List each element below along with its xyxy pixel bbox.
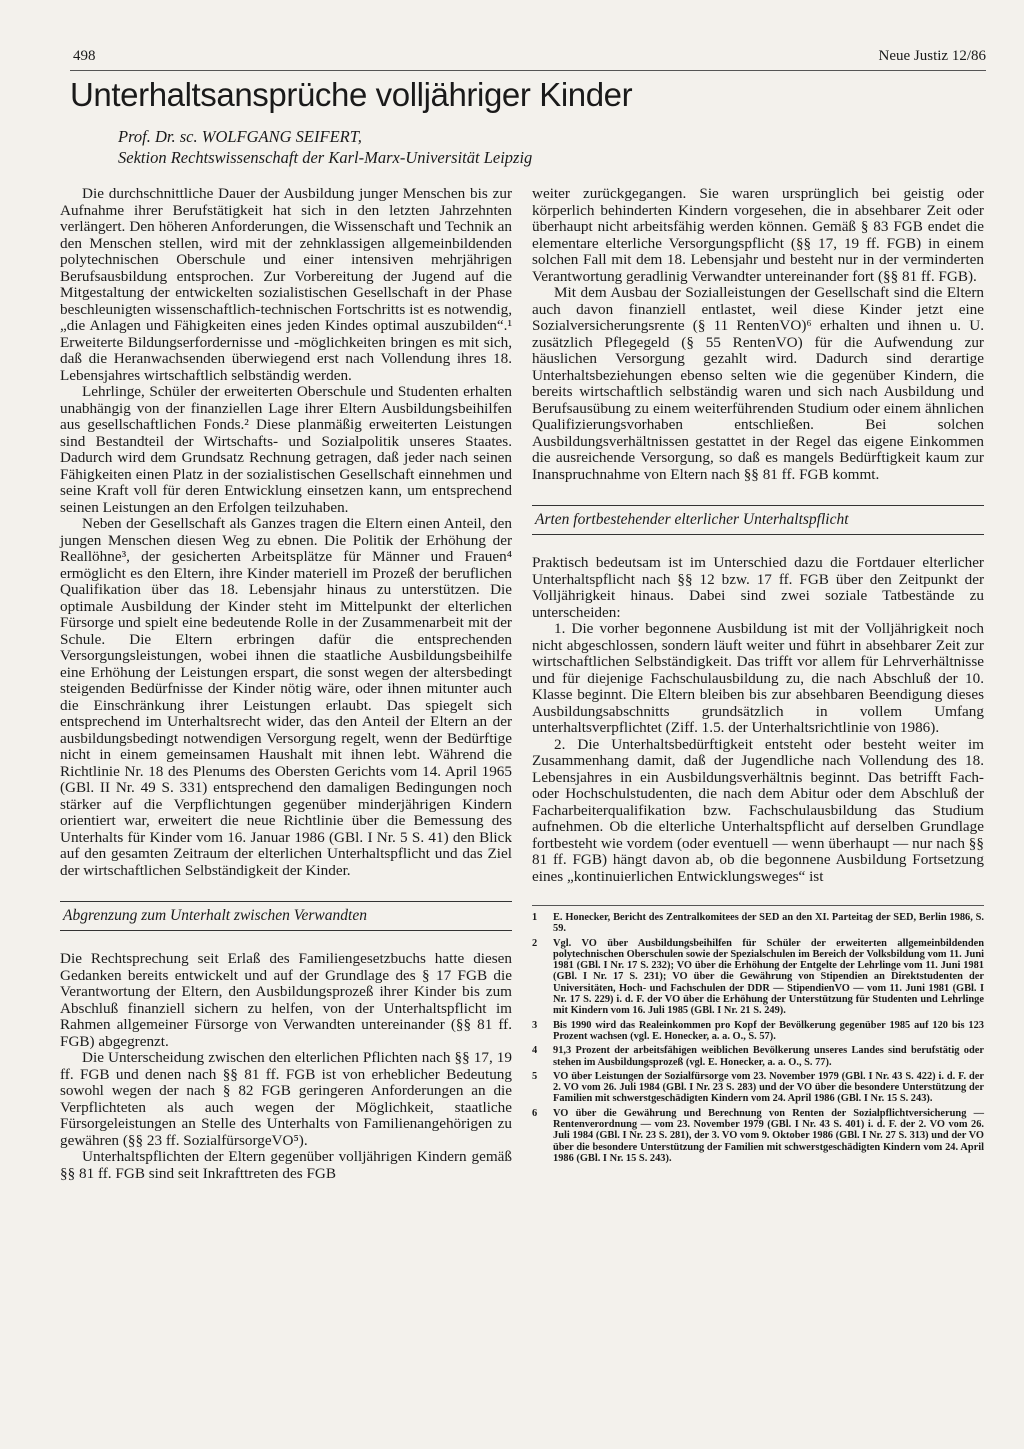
footnote-number: 3	[532, 1019, 538, 1031]
journal-issue: Neue Justiz 12/86	[878, 48, 986, 64]
footnote	[532, 1071, 984, 1105]
paragraph: Neben der Gesellschaft als Ganzes tragen die Eltern einen Anteil, den jungen Menschen diesen Weg zu ebnen. Die Politik der Erhöhung der Reallöhne³, der gesicherten Arbeitsplätze für Männer und Frauen⁴ ermöglicht es den Eltern, ihre Kinder materiell im Prozeß der beruflichen Qualifikation über das 18. Lebensjahr hinaus zu unterstützen. Die optimale Ausbildung der Kinder steht im Mittelpunkt der elterlichen Fürsorge und spielt eine bedeutende Rolle in der Zusammenarbeit mit der Schule. Die Eltern erbringen dafür die entsprechenden Versorgungsleistungen, wobei ihnen die staatliche Ausbildungsbeihilfe eine Erhöhung der Leistungen erspart, die sonst wegen der altersbedingt steigenden Bedürfnisse der Kinder nötig wäre, oder ihnen mitunter auch die Einschränkung ihrer Leistungen erlaubt. Das spiegelt sich entsprechend im Unterhaltsrecht wider, das den Anteil der Eltern an der ausbildungsbedingt notwendigen Versorgung regelt, wenn der Bedürftige nicht in einem gemeinsamen Haushalt mit ihnen lebt. Während die Richtlinie Nr. 18 des Plenums des Obersten Gerichts vom 14. April 1965 (GBl. II Nr. 49 S. 331) entsprechend den damaligen Bedingungen noch stärker auf die Verpflichtungen gegenüber minderjährigen Kindern orientiert war, erweitert die neue Richtlinie über die Bemessung des Unterhalts für Kinder vom 16. Januar 1986 (GBl. I Nr. 5 S. 41) den Blick auf den gesamten Zeitraum der elterlichen Unterhaltspflicht und das Ziel der wirtschaftlichen Selbständigkeit der Kinder.	[60, 515, 512, 879]
paragraph: Die Rechtsprechung seit Erlaß des Familiengesetzbuchs hatte diesen Gedanken bereits entwickelt und auf der Grundlage des § 17 FGB die Verantwortung der Eltern, den Ausbildungsprozeß ihrer Kinder bis zum Abschluß finanziell sichern zu helfen, von der Unterhaltspflicht im Rahmen allgemeiner Fürsorge von Verwandten untereinander (§§ 81 ff. FGB) abgegrenzt.	[60, 950, 512, 1050]
left-column	[60, 186, 512, 1182]
footnote-text: Bis 1990 wird das Realeinkommen pro Kopf der Bevölkerung gegenüber 1985 auf 120 bis 123 Prozent wachsen (vgl. E. Honecker, a. a. O., S. 57).	[553, 1019, 984, 1042]
paragraph: Mit dem Ausbau der Sozialleistungen der Gesellschaft sind die Eltern auch davon finanziell entlastet, weil diese Kinder jetzt eine Sozialversicherungsrente (§ 11 RentenVO)⁶ erhalten und ihnen u. U. zusätzlich Pflegegeld (§ 55 RentenVO) für die Aufwendung zur häuslichen Versorgung gezahlt wird. Dadurch sind derartige Unterhaltsbeziehungen ebenso selten wie die gegenüber Kindern, die bereits wirtschaftlich selbständig waren und sich nach Ausbildung und Berufsausübung zu einem weiterführenden Studium oder einem ähnlichen Qualifizierungsvorhaben entschließen. Bei solchen Ausbildungsverhältnissen gestattet in der Regel das eigene Einkommen die ausreichende Versorgung, so daß es mangels Bedürftigkeit kaum zur Inanspruchnahme von Eltern nach §§ 81 ff. FGB kommt.	[532, 284, 984, 483]
footnote-text: Vgl. VO über Ausbildungsbeihilfen für Schüler der erweiterten allgemeinbildenden polytechnischen Oberschulen sowie der Spezialschulen im Bereich der Volksbildung vom 11. Juni 1981 (GBl. I Nr. 17 S. 232); VO über die Erhöhung der Entgelte der Lehrlinge vom 11. Juni 1981 (GBl. I Nr. 17 S. 231); VO über die Gewährung von Stipendien an Direktstudenten der Universitäten, Hoch- und Fachschulen der DDR — StipendienVO — vom 11. Juni 1981 (GBl. I Nr. 17 S. 229) i. d. F. der VO über die Erhöhung der Unterstützung für Studenten und Lehrlinge mit Kindern vom 16. Juli 1985 (GBl. I Nr. 21 S. 249).	[553, 937, 984, 1017]
section-heading: Arten fortbestehender elterlicher Unterhaltspflicht	[532, 505, 984, 535]
paragraph: Die Unterscheidung zwischen den elterlichen Pflichten nach §§ 17, 19 ff. FGB und denen nach §§ 81 ff. FGB ist von erheblicher Bedeutung sowohl wegen der nach § 82 FGB geringeren Anforderungen an die Verpflichteten als auch wegen der Möglichkeit, staatliche Fürsorgeleistungen an Stelle des Unterhalts von Familienangehörigen zu gewähren (§§ 23 ff. SozialfürsorgeVO⁵).	[60, 1049, 512, 1149]
author-affiliation: Sektion Rechtswissenschaft der Karl-Marx-Universität Leipzig	[118, 148, 533, 167]
paragraph: Praktisch bedeutsam ist im Unterschied dazu die Fortdauer elterlicher Unterhaltspflicht nach §§ 12 bzw. 17 ff. FGB über den Zeitpunkt der Volljährigkeit hinaus. Dabei sind zwei soziale Tatbestände zu unterscheiden:	[532, 554, 984, 621]
footnote	[532, 1108, 984, 1164]
footnote	[532, 1020, 984, 1043]
article-author: Prof. Dr. sc. WOLFGANG SEIFERT,	[118, 127, 362, 146]
header-rule	[70, 70, 986, 71]
page-number: 498	[73, 48, 96, 64]
footnotes	[532, 905, 984, 1164]
paragraph: Die durchschnittliche Dauer der Ausbildung junger Menschen bis zur Aufnahme ihrer Berufstätigkeit hat sich in den letzten Jahrzehnten verlängert. Den höheren Anforderungen, die Wissenschaft und Technik an den Menschen stellen, wird mit der zehnklassigen allgemeinbildenden polytechnischen Oberschule und einer intensiven mehrjährigen Berufsausbildung entsprochen. Zur Vorbereitung der Jugend auf die Mitgestaltung der entwickelten sozialistischen Gesellschaft in der Phase beschleunigten wissenschaftlich-technischen Fortschritts ist es notwendig, „die Anlagen und Fähigkeiten eines jeden Kindes optimal auszubilden“.¹ Erweiterte Bildungserfordernisse und -möglichkeiten bringen es mit sich, daß die Heranwachsenden überwiegend erst nach Vollendung ihres 18. Lebensjahres wirtschaftlich selbständig werden.	[60, 185, 512, 384]
article-title: Unterhaltsansprüche volljähriger Kinder	[70, 76, 633, 113]
paragraph: Unterhaltspflichten der Eltern gegenüber volljährigen Kindern gemäß §§ 81 ff. FGB sind seit Inkrafttreten des FGB	[60, 1148, 512, 1182]
footnote-text: VO über die Gewährung und Berechnung von Renten der Sozialpflichtversicherung — Rentenverordnung — vom 23. November 1979 (GBl. I Nr. 43 S. 401) i. d. F. der 2. VO vom 26. Juli 1984 (GBl. I Nr. 23 S. 281), der 3. VO vom 9. Oktober 1986 (GBl. I Nr. 27 S. 313) und der VO über die besondere Unterstützung der Familien mit schwerstgeschädigten Kindern vom 24. April 1986 (GBl. I Nr. 15 S. 243).	[553, 1107, 984, 1164]
right-column	[532, 186, 984, 1167]
paragraph: weiter zurückgegangen. Sie waren ursprünglich bei geistig oder körperlich behinderten Kindern vorgesehen, die in absehbarer Zeit oder überhaupt nicht arbeitsfähig werden können. Gemäß § 83 FGB endet die elementare elterliche Versorgungspflicht (§§ 17, 19 ff. FGB) in einem solchen Fall mit dem 18. Lebensjahr und besteht nur in der verminderten Verantwortung geradlinig Verwandter untereinander fort (§§ 81 ff. FGB).	[532, 185, 984, 285]
footnote-text: 91,3 Prozent der arbeitsfähigen weiblichen Bevölkerung unseres Landes sind berufstätig oder stehen im Ausbildungsprozeß (vgl. E. Honecker, a. a. O., S. 77).	[553, 1045, 984, 1068]
footnote-number: 4	[532, 1045, 538, 1057]
footnote	[532, 912, 984, 935]
paragraph: 1. Die vorher begonnene Ausbildung ist mit der Volljährigkeit noch nicht abgeschlossen, sondern läuft weiter und führt in absehbarer Zeit zur wirtschaftlichen Selbständigkeit. Das trifft vor allem für Lehrverhältnisse und für diejenige Fachschulausbildung zu, die nach Abschluß der 10. Klasse beginnt. Die Eltern bleiben bis zur absehbaren Beendigung dieses Ausbildungsabschnitts grundsätzlich in vollem Umfang unterhaltsverpflichtet (Ziff. 1.5. der Unterhaltsrichtlinie von 1986).	[532, 620, 984, 736]
footnote-text: E. Honecker, Bericht des Zentralkomitees der SED an den XI. Parteitag der SED, Berlin 1986, S. 59.	[553, 912, 984, 935]
footnote-number: 2	[532, 937, 538, 949]
footnote-text: VO über Leistungen der Sozialfürsorge vom 23. November 1979 (GBl. I Nr. 43 S. 422) i. d. F. der 2. VO vom 26. Juli 1984 (GBl. I Nr. 23 S. 283) und der VO über die besondere Unterstützung der Familien mit schwerstgeschädigten Kindern vom 24. April 1986 (GBl. I Nr. 15 S. 243).	[553, 1070, 984, 1105]
footnote-number: 5	[532, 1070, 538, 1082]
footnote	[532, 938, 984, 1017]
section-heading: Abgrenzung zum Unterhalt zwischen Verwandten	[60, 901, 512, 931]
footnote-number: 1	[532, 912, 538, 923]
paragraph: Lehrlinge, Schüler der erweiterten Oberschule und Studenten erhalten unabhängig von der finanziellen Lage ihrer Eltern Ausbildungsbeihilfen aus gesellschaftlichen Fonds.² Diese planmäßig erweiterten Leistungen sind Bestandteil der Wirtschafts- und Sozialpolitik unseres Staates. Dadurch wird dem Grundsatz Rechnung getragen, daß jeder nach seinen Fähigkeiten einen Platz in der sozialistischen Gesellschaft einnehmen und seine Kraft voll für deren Entwicklung einsetzen kann, um entsprechend seinen Leistungen an den Erfolgen teilzuhaben.	[60, 383, 512, 516]
paragraph: 2. Die Unterhaltsbedürftigkeit entsteht oder besteht weiter im Zusammenhang damit, daß der Jugendliche nach Vollendung des 18. Lebensjahres in ein Ausbildungsverhältnis beginnt. Das betrifft Fach- oder Hochschulstudenten, die nach dem Abitur oder dem Abschluß der Facharbeiterqualifikation bzw. Fachschulausbildung das Studium aufnehmen. Ob die elterliche Unterhaltspflicht auf derselben Grundlage fortbesteht wie vordem (oder eventuell — wenn überhaupt — nur nach §§ 81 ff. FGB) hängt davon ab, ob die begonnene Ausbildung Fortsetzung eines „kontinuierlichen Entwicklungsweges“ ist	[532, 735, 984, 885]
footnote-number: 6	[532, 1107, 538, 1119]
footnote	[532, 1045, 984, 1068]
